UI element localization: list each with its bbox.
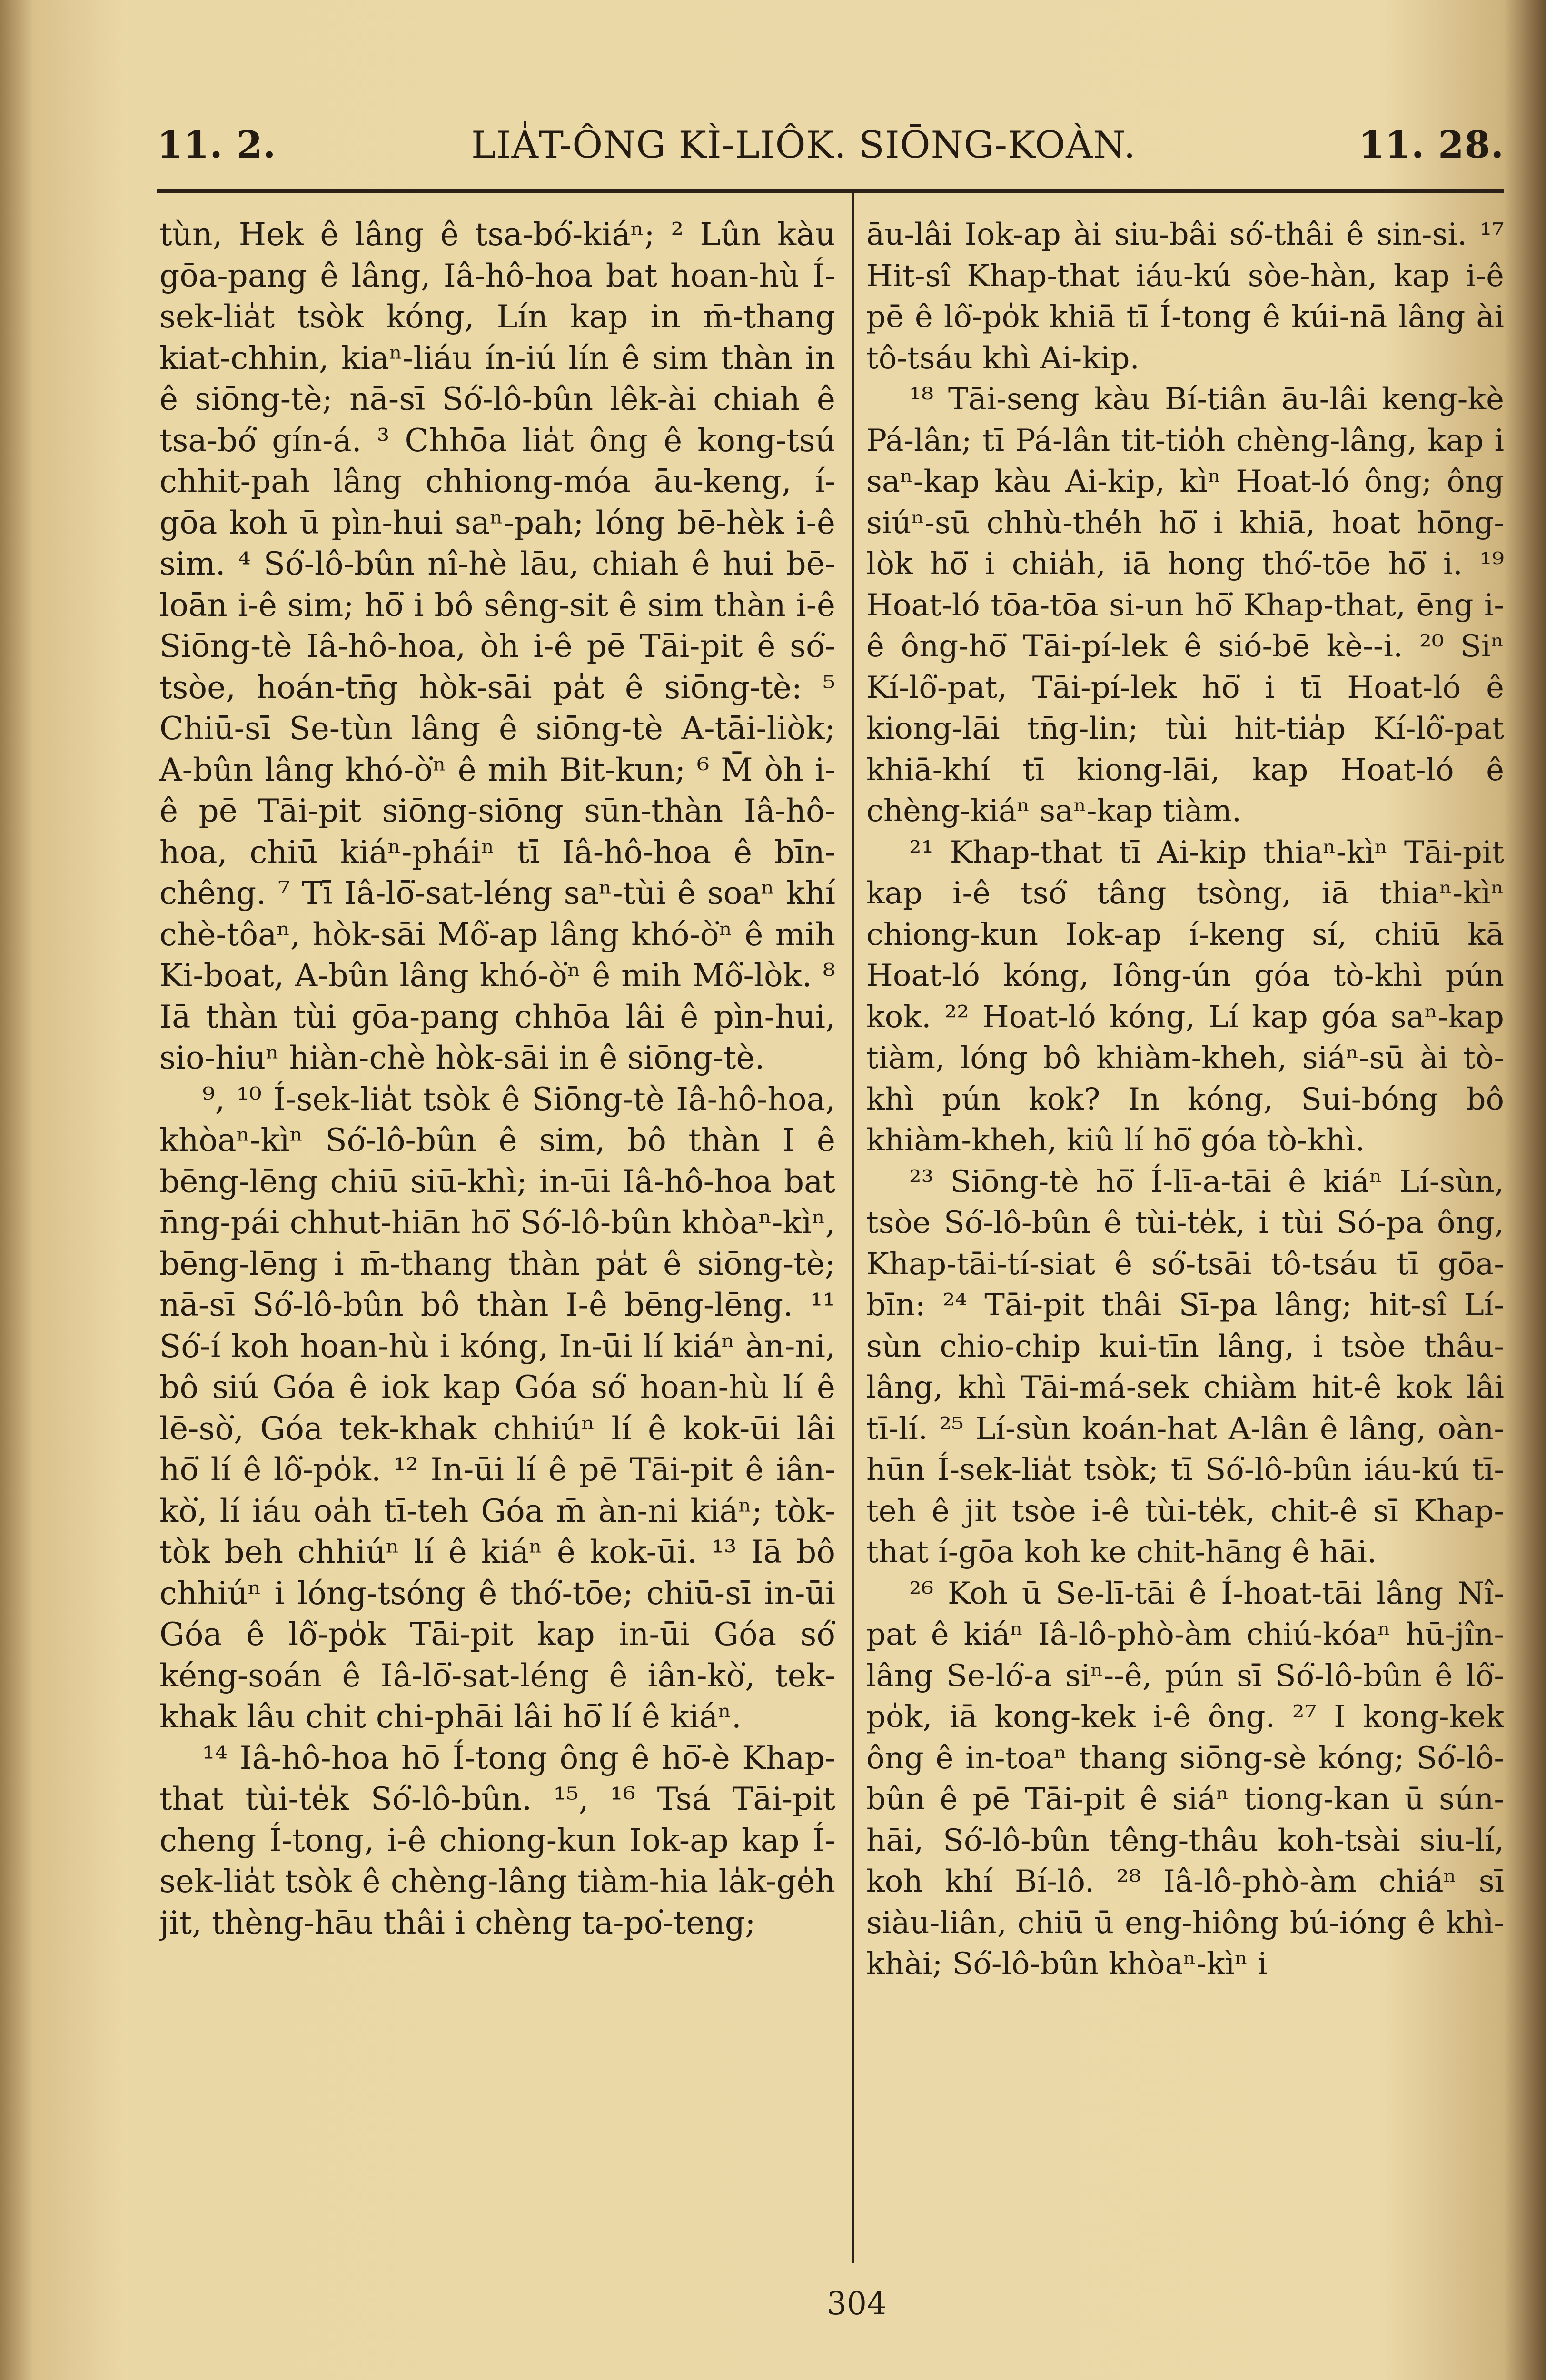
paragraph: ²⁶ Koh ū Se-lī-tāi ê Í-hoat-tāi lâng Nî-pat ê kiáⁿ Iâ-lô-phò-àm chiú-kóaⁿ hū-jîn-lâng Se-ló͘-a siⁿ--ê, pún sī Só͘-lô-bûn ê lô͘-po̍k, iā kong-kek i-ê ông. ²⁷ I kong-kek ông ê in-toaⁿ thang siōng-sè kóng; Só͘-lô-bûn ê pē Tāi-pit ê siáⁿ tiong-kan ū sún-hāi, Só͘-lô-bûn têng-thâu koh-tsài siu-lí, koh khí Bí-lô. ²⁸ Iâ-lô-phò-àm chiáⁿ sī siàu-liân, chiū ū eng-hiông bú-ióng ê khì-khài; Só͘-lô-bûn khòaⁿ-kìⁿ i: [866, 1576, 1504, 1982]
paragraph: āu-lâi Iok-ap ài siu-bâi só͘-thâi ê sin-si. ¹⁷ Hit-sî Khap-that iáu-kú sòe-hàn, kap i-ê pē ê lô͘-po̍k khiā tī Í-tong ê kúi-nā lâng ài tô-tsáu khì Ai-kip.: [866, 217, 1504, 376]
right-column: [866, 214, 1504, 2275]
paragraph: ¹⁴ Iâ-hô-hoa hō Í-tong ông ê hō͘-è Khap-that tùi-te̍k Só͘-lô-bûn. ¹⁵, ¹⁶ Tsá Tāi-pit cheng Í-tong, i-ê chiong-kun Iok-ap kap Í-sek-lia̍t tsòk ê chèng-lâng tiàm-hia la̍k-ge̍h jit, thèng-hāu thâi i chèng ta-po͘-teng;: [159, 1739, 835, 1941]
paragraph: ⁹, ¹⁰ Í-sek-lia̍t tsòk ê Siōng-tè Iâ-hô-hoa, khòaⁿ-kìⁿ Só͘-lô-bûn ê sim, bô thàn I ê bēng-lēng chiū siū-khì; in-ūi Iâ-hô-hoa bat n̄ng-pái chhut-hiān hō͘ Só͘-lô-bûn khòaⁿ-kìⁿ, bēng-lēng i m̄-thang thàn pa̍t ê siōng-tè; nā-sī Só͘-lô-bûn bô thàn I-ê bēng-lēng. ¹¹ Só͘-í koh hoan-hù i kóng, In-ūi lí kiáⁿ àn-ni, bô siú Góa ê iok kap Góa só͘ hoan-hù lí ê lē-sò͘, Góa tek-khak chhiúⁿ lí ê kok-ūi lâi hō͘ lí ê lô͘-po̍k. ¹² In-ūi lí ê pē Tāi-pit ê iân-kò͘, lí iáu oa̍h tī-teh Góa m̄ àn-ni kiáⁿ; tòk-tòk beh chhiúⁿ lí ê kiáⁿ ê kok-ūi. ¹³ Iā bô chhiúⁿ i lóng-tsóng ê thó͘-tōe; chiū-sī in-ūi Góa ê lô͘-po̍k Tāi-pit kap in-ūi Góa só͘ kéng-soán ê Iâ-lō͘-sat-léng ê iân-kò͘, tek-khak lâu chit chi-phāi lâi hō͘ lí ê kiáⁿ.: [159, 1081, 835, 1735]
header-rule: [157, 189, 1504, 193]
header-book-title: LIA̍T-ÔNG KÌ-LIÔK. SIŌNG-KOÀN.: [471, 124, 1136, 167]
paragraph: ¹⁸ Tāi-seng kàu Bí-tiân āu-lâi keng-kè Pá-lân; tī Pá-lân tit-tio̍h chèng-lâng, kap i saⁿ-kap kàu Ai-kip, kìⁿ Hoat-ló ông; ông siúⁿ-sū chhù-thé̍h hō͘ i khiā, hoat hōng-lòk hō͘ i chia̍h, iā hong thó͘-tōe hō͘ i. ¹⁹ Hoat-ló tōa-tōa si-un hō͘ Khap-that, ēng i-ê ông-hō͘ Tāi-pí-lek ê sió-bē kè--i. ²⁰ Siⁿ Kí-lô͘-pat, Tāi-pí-lek hō͘ i tī Hoat-ló ê kiong-lāi tn̄g-lin; tùi hit-tia̍p Kí-lô͘-pat khiā-khí tī kiong-lāi, kap Hoat-ló ê chèng-kiáⁿ saⁿ-kap tiàm.: [866, 382, 1504, 829]
paragraph: ²³ Siōng-tè hō͘ Í-lī-a-tāi ê kiáⁿ Lí-sùn, tsòe Só͘-lô-bûn ê tùi-te̍k, i tùi Só-pa ông, Khap-tāi-tí-siat ê só͘-tsāi tô-tsáu tī gōa-bīn: ²⁴ Tāi-pit thâi Sī-pa lâng; hit-sî Lí-sùn chio-chip kui-tīn lâng, i tsòe thâu-lâng, khì Tāi-má-sek chiàm hit-ê kok lâi tī-lí. ²⁵ Lí-sùn koán-hat A-lân ê lâng, oàn-hūn Í-sek-lia̍t tsòk; tī Só͘-lô-bûn iáu-kú tī-teh ê jit tsòe i-ê tùi-te̍k, chit-ê sī Khap-that í-gōa koh ke chit-hāng ê hāi.: [866, 1164, 1504, 1570]
header-chapter-left: 11. 2.: [157, 123, 277, 167]
column-divider: [852, 193, 854, 2263]
page-number: 304: [827, 2285, 887, 2322]
paragraph: tùn, Hek ê lâng ê tsa-bó͘-kiáⁿ; ² Lûn kàu gōa-pang ê lâng, Iâ-hô-hoa bat hoan-hù Í-sek-lia̍t tsòk kóng, Lín kap in m̄-thang kiat-chhin, kiaⁿ-liáu ín-iú lín ê sim thàn in ê siōng-tè; nā-sī Só͘-lô-bûn lêk-ài chiah ê tsa-bó͘ gín-á. ³ Chhōa lia̍t ông ê kong-tsú chhit-pah lâng chhiong-móa āu-keng, í-gōa koh ū pìn-hui saⁿ-pah; lóng bē-hèk i-ê sim. ⁴ Só͘-lô-bûn nî-hè lāu, chiah ê hui bē-loān i-ê sim; hō͘ i bô sêng-sit ê sim thàn i-ê Siōng-tè Iâ-hô-hoa, òh i-ê pē Tāi-pit ê só͘-tsòe, hoán-tn̄g hòk-sāi pa̍t ê siōng-tè: ⁵ Chiū-sī Se-tùn lâng ê siōng-tè A-tāi-liòk; A-bûn lâng khó-ò͘ⁿ ê mih Bit-kun; ⁶ M̄ òh i-ê pē Tāi-pit siōng-siōng sūn-thàn Iâ-hô-hoa, chiū kiáⁿ-pháiⁿ tī Iâ-hô-hoa ê bīn-chêng. ⁷ Tī Iâ-lō͘-sat-léng saⁿ-tùi ê soaⁿ khí chè-tôaⁿ, hòk-sāi Mô͘-ap lâng khó-ò͘ⁿ ê mih Ki-boat, A-bûn lâng khó-ò͘ⁿ ê mih Mô͘-lòk. ⁸ Iā thàn tùi gōa-pang chhōa lâi ê pìn-hui, sio-hiuⁿ hiàn-chè hòk-sāi in ê siōng-tè.: [159, 216, 835, 1076]
paragraph: ²¹ Khap-that tī Ai-kip thiaⁿ-kìⁿ Tāi-pit kap i-ê tsó͘ tâng tsòng, iā thiaⁿ-kìⁿ chiong-kun Iok-ap í-keng sí, chiū kā Hoat-ló kóng, Iông-ún góa tò-khì pún kok. ²² Hoat-ló kóng, Lí kap góa saⁿ-kap tiàm, lóng bô khiàm-kheh, siáⁿ-sū ài tò-khì pún kok? In kóng, Sui-bóng bô khiàm-kheh, kiû lí hō͘ góa tò-khì.: [866, 834, 1504, 1158]
left-column: [159, 214, 835, 2275]
header-chapter-right: 11. 28.: [1358, 123, 1504, 167]
running-header: [157, 121, 1504, 174]
